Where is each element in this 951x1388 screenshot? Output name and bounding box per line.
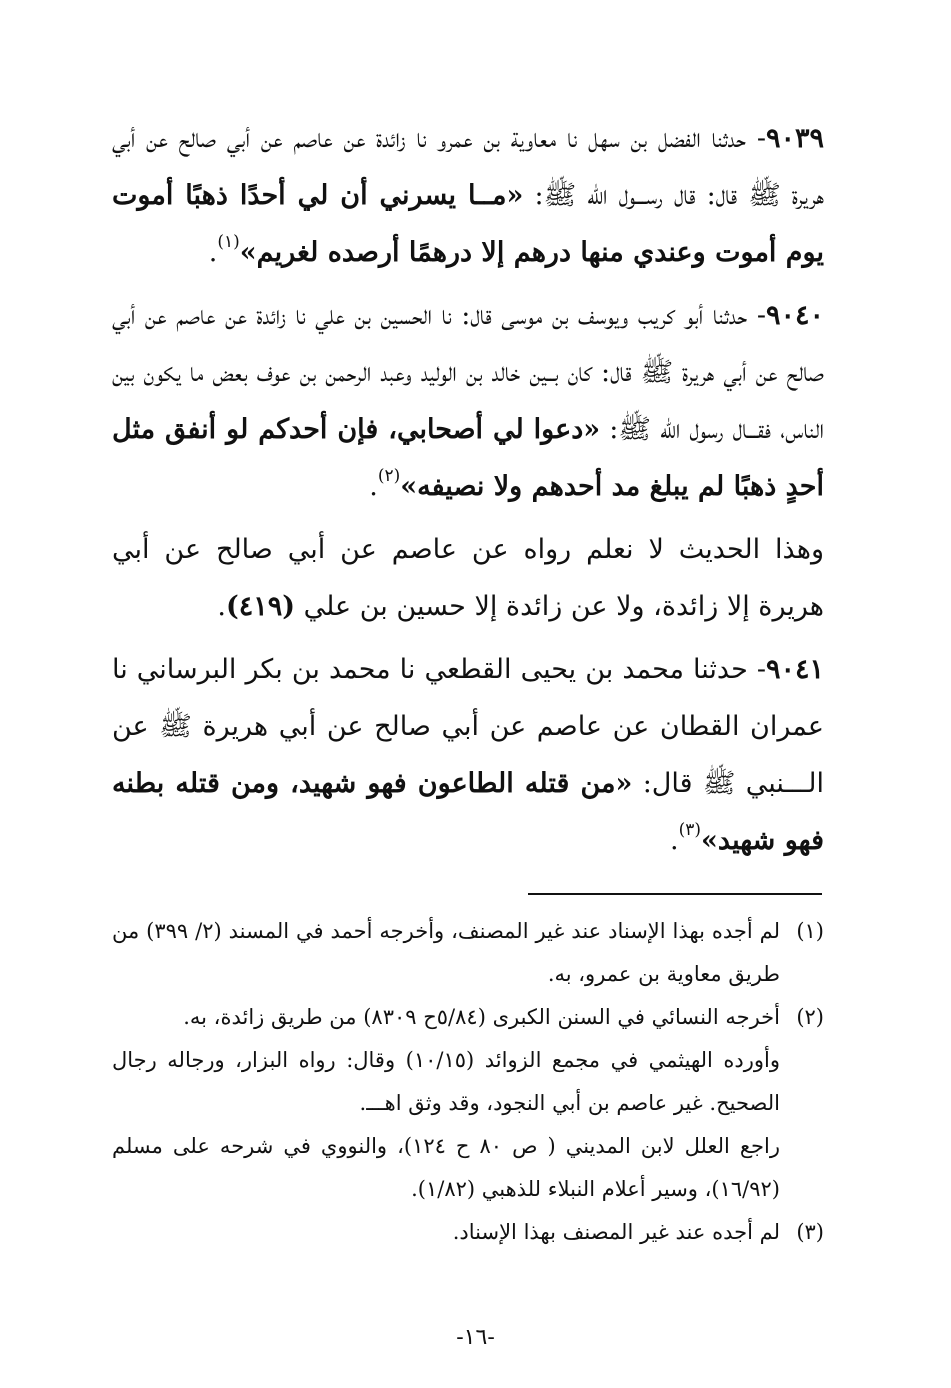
footnote-label: (٣) (796, 1220, 824, 1244)
hadith-matn: «من قتله الطاعون فهو شهيد، ومن قتله بطنه فهو شهيد» (112, 768, 824, 856)
hadith-isnad: حدثنا محمد بن يحيى القطعي نا محمد بن بكر البرساني نا عمران القطان عن عاصم عن أبي صالح عن أبي هريرة ﷺ عن الـــنبي ﷺ قال: (112, 654, 825, 799)
hadith-isnad: حدثنا أبو كريب ويوسف بن موسى قال: نا الحسين بن علي نا زائدة عن عاصم عن أبي صالح عن أبي هريرة ﷺ قال: كان بــين خالد بن الوليد وعبد الرحمن بن عوف بعض ما يكون بين الناس، فقـــال رسول الله ﷺ: (112, 300, 824, 445)
footnotes-section (112, 910, 824, 1254)
footnote-label: (١) (796, 919, 824, 943)
footnote-label: (٢) (796, 1005, 824, 1029)
hadith-dash: - (747, 654, 766, 685)
footnote-line: أخرجه النسائي في السنن الكبرى (٥/٨٤ح ٨٣٠٩) من طريق زائدة، به. (183, 1005, 780, 1029)
comment-reference: (٤١٩) (225, 591, 296, 622)
hadith-number: ٩٠٤١ (765, 654, 824, 685)
author-comment (112, 521, 824, 635)
hadith-isnad: حدثنا الفضل بن سهل نا معاوية بن عمرو نا زائدة عن عاصم عن أبي صالح عن أبي هريرة ﷺ قال: قال رســـول الله ﷺ: (112, 123, 824, 211)
hadith-dash: - (746, 123, 766, 154)
footnote-line: راجع العلل لابن المديني ( ص ٨٠ ح ١٢٤)، والنووي في شرحه على مسلم (١٦/٩٢)، وسير أعلام النبلاء للذهبي (١/٨٢). (112, 1134, 780, 1201)
hadith-matn: «مــا يسرني أن لي أحدًا ذهبًا أموت يوم أموت وعندي منها درهم إلا درهمًا أرصده لغريم» (112, 180, 824, 268)
main-text (112, 110, 824, 875)
hadith-dash: - (747, 300, 766, 331)
hadith-9041 (112, 641, 824, 869)
sentence-end: . (670, 825, 679, 856)
hadith-9039 (112, 110, 824, 281)
hadith-matn: «دعوا لي أصحابي، فإن أحدكم لو أنفق مثل أحدٍ ذهبًا لم يبلغ مد أحدهم ولا نصيفه» (112, 414, 824, 502)
sentence-end: . (369, 471, 378, 502)
footnote-mark: (٣) (678, 820, 702, 840)
footnote-2 (112, 996, 824, 1211)
footnote-1 (112, 910, 824, 996)
footnote-mark: (١) (217, 232, 240, 252)
hadith-number: ٩٠٣٩ (765, 123, 824, 154)
footnote-line: لم أجده بهذا الإسناد عند غير المصنف، وأخرجه أحمد في المسند (٢/ ٣٩٩) من طريق معاوية بن عمرو، به. (112, 919, 780, 986)
hadith-9040 (112, 287, 824, 515)
footnote-mark: (٢) (377, 466, 401, 486)
footnote-separator (528, 893, 822, 895)
sentence-end: . (208, 237, 218, 268)
hadith-number: ٩٠٤٠ (765, 300, 824, 331)
footnote-line: وأورده الهيثمي في مجمع الزوائد (١٠/١٥) وقال: رواه البزار، ورجاله رجال الصحيح. غير عاصم بن أبي النجود، وقد وثق اهـــ. (112, 1048, 780, 1115)
footnote-line: لم أجده عند غير المصنف بهذا الإسناد. (452, 1220, 780, 1244)
comment-text: وهذا الحديث لا نعلم رواه عن عاصم عن أبي صالح عن أبي هريرة إلا زائدة، ولا عن زائدة إلا حسين بن علي (112, 534, 824, 622)
sentence-end: . (217, 591, 226, 622)
footnote-3 (112, 1211, 824, 1254)
page-number: -١٦- (456, 1325, 495, 1350)
